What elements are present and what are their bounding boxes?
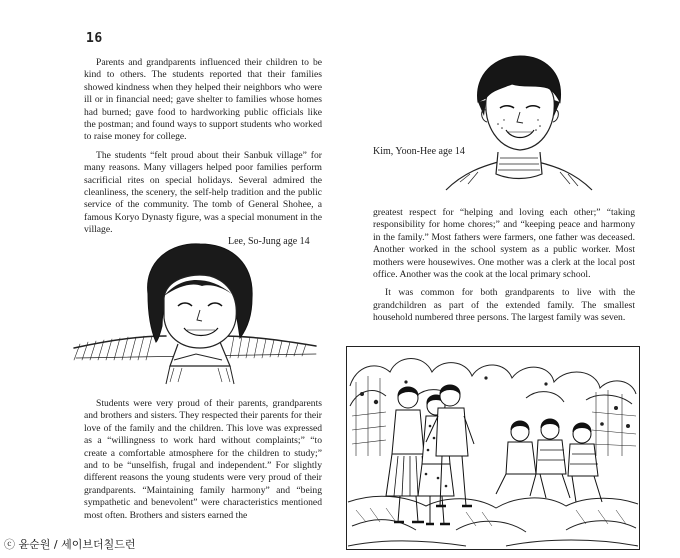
- paragraph-family-pride: Students were very proud of their parents, grandparents and brothers and sisters. They respected their parents for their love of the family and the children. This love was expressed as a “willingness to work hard without complaints;” “to create a comfortable atmosphere for the children to study;” and to be “unselfish, frugal and independent.” For slightly different reasons the young students were very proud of their grandparents. “Maintaining family harmony” and “being sympathetic and benevolent” were characteristics mentioned most often. Brothers and sisters earned the: [84, 398, 322, 521]
- caption-lee-so-jung: Lee, So-Jung age 14: [228, 236, 310, 247]
- paragraph-village-pride: The students “felt proud about their Sanbuk village” for many reasons. Many villagers helped poor families perform sacrificial rites on special holidays. Several admired the cleanliness, the scenery, the self-help tradition and the public service of the community. The tomb of General Shohee, a famous Koryo Dynasty figure, was a special monument in the village.: [84, 149, 322, 236]
- portrait-boy-illustration: [440, 54, 598, 196]
- copyright-notice: ⓒ 윤순원 / 세이브더칠드런: [4, 538, 136, 551]
- caption-kim-yoon-hee: Kim, Yoon-Hee age 14: [373, 146, 465, 157]
- portrait-girl-illustration: [70, 236, 320, 386]
- paragraph-extended-family: It was common for both grandparents to live with the grandchildren as part of the extended family. The smallest household numbered three persons. The largest family was seven.: [373, 287, 635, 324]
- paragraph-respect: greatest respect for “helping and loving each other;” “taking responsibility for home chores;” and “keeping peace and harmony in the family.” Most fathers were farmers, one father was deceased. Another worked in the school system as a public worker. Most mothers were housewives. One mother was a clerk at the local post office. Another was the cook at the local primary school.: [373, 207, 635, 281]
- left-column-top: [84, 57, 322, 237]
- right-column-text: [373, 207, 635, 325]
- paragraph-kindness: Parents and grandparents influenced their children to be kind to others. The students reported that their families showed kindness when they helped their neighbors who were ill or in financial need; gave shelter to families whose homes had burned; gave food to hardworking public officials like the postman; and found ways to support students who worked to raise money for college.: [84, 57, 322, 143]
- left-column-bottom: [84, 398, 322, 522]
- children-group-illustration: [346, 346, 640, 550]
- page-number: 16: [86, 31, 103, 46]
